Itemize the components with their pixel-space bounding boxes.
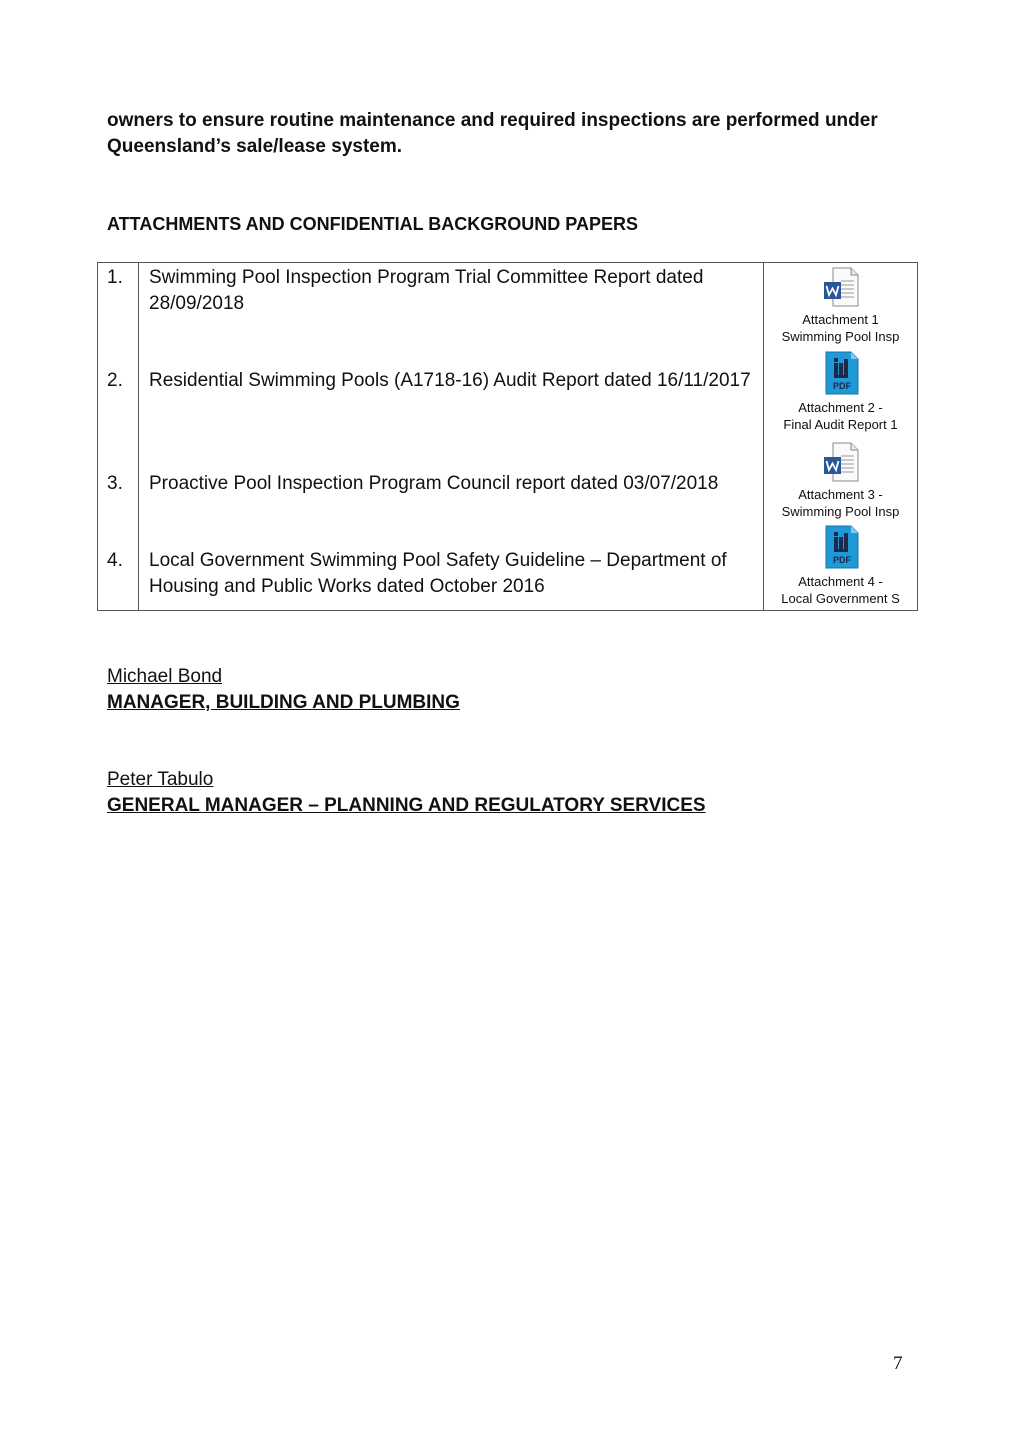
attachment-number: 3. — [107, 473, 123, 494]
attachment-description: Local Government Swimming Pool Safety Guideline – Department of Housing and Public Works dated October 2016 — [149, 550, 727, 597]
attachments-heading: ATTACHMENTS AND CONFIDENTIAL BACKGROUND PAPERS — [107, 214, 638, 234]
word-document-icon — [821, 267, 861, 307]
attachment-caption-line-1: Attachment 4 - — [798, 574, 883, 589]
attachment-caption-line-1: Attachment 2 - — [798, 400, 883, 415]
attachment-caption-line-2: Local Government S — [781, 591, 900, 606]
signatory-role: GENERAL MANAGER – PLANNING AND REGULATORY SERVICES — [107, 795, 706, 816]
attachments-table — [97, 262, 918, 611]
attachment-description: Residential Swimming Pools (A1718-16) Audit Report dated 16/11/2017 — [149, 370, 751, 391]
attachment-description: Proactive Pool Inspection Program Council report dated 03/07/2018 — [149, 473, 719, 494]
attachment-caption-line-2: Final Audit Report 1 — [783, 417, 898, 432]
pdf-document-icon — [821, 351, 861, 395]
attachment-caption-line-1: Attachment 3 - — [798, 487, 883, 502]
attachment-1-link[interactable] — [764, 267, 917, 345]
attachment-caption-line-2: Swimming Pool Insp — [781, 329, 900, 344]
attachment-2-link[interactable] — [764, 351, 917, 433]
attachment-numbers-column — [98, 263, 139, 611]
attachment-description: Swimming Pool Inspection Program Trial Committee Report dated 28/09/2018 — [149, 267, 704, 314]
word-document-icon — [821, 442, 861, 482]
intro-line-2: Queensland’s sale/lease system. — [107, 136, 403, 157]
signatory-name: Michael Bond — [107, 666, 223, 687]
signatory-block — [107, 664, 460, 716]
intro-line-1: owners to ensure routine maintenance and required inspections are performed under — [107, 110, 878, 131]
signatory-name: Peter Tabulo — [107, 769, 214, 790]
page-number: 7 — [893, 1353, 903, 1374]
signatory-role: MANAGER, BUILDING AND PLUMBING — [107, 692, 460, 713]
svg-text:PDF: PDF — [832, 381, 851, 391]
attachment-icons-column — [764, 263, 918, 611]
intro-paragraph — [107, 108, 907, 160]
attachment-caption-line-2: Swimming Pool Insp — [781, 504, 900, 519]
pdf-document-icon — [821, 525, 861, 569]
attachment-number: 1. — [107, 267, 123, 288]
attachment-caption-line-1: Attachment 1 — [802, 312, 879, 327]
attachment-descriptions-column — [139, 263, 764, 611]
attachment-number: 4. — [107, 550, 123, 571]
attachment-4-link[interactable] — [764, 525, 917, 607]
svg-text:PDF: PDF — [832, 555, 851, 565]
attachment-number: 2. — [107, 370, 123, 391]
attachment-3-link[interactable] — [764, 442, 917, 520]
signatory-block — [107, 767, 706, 819]
